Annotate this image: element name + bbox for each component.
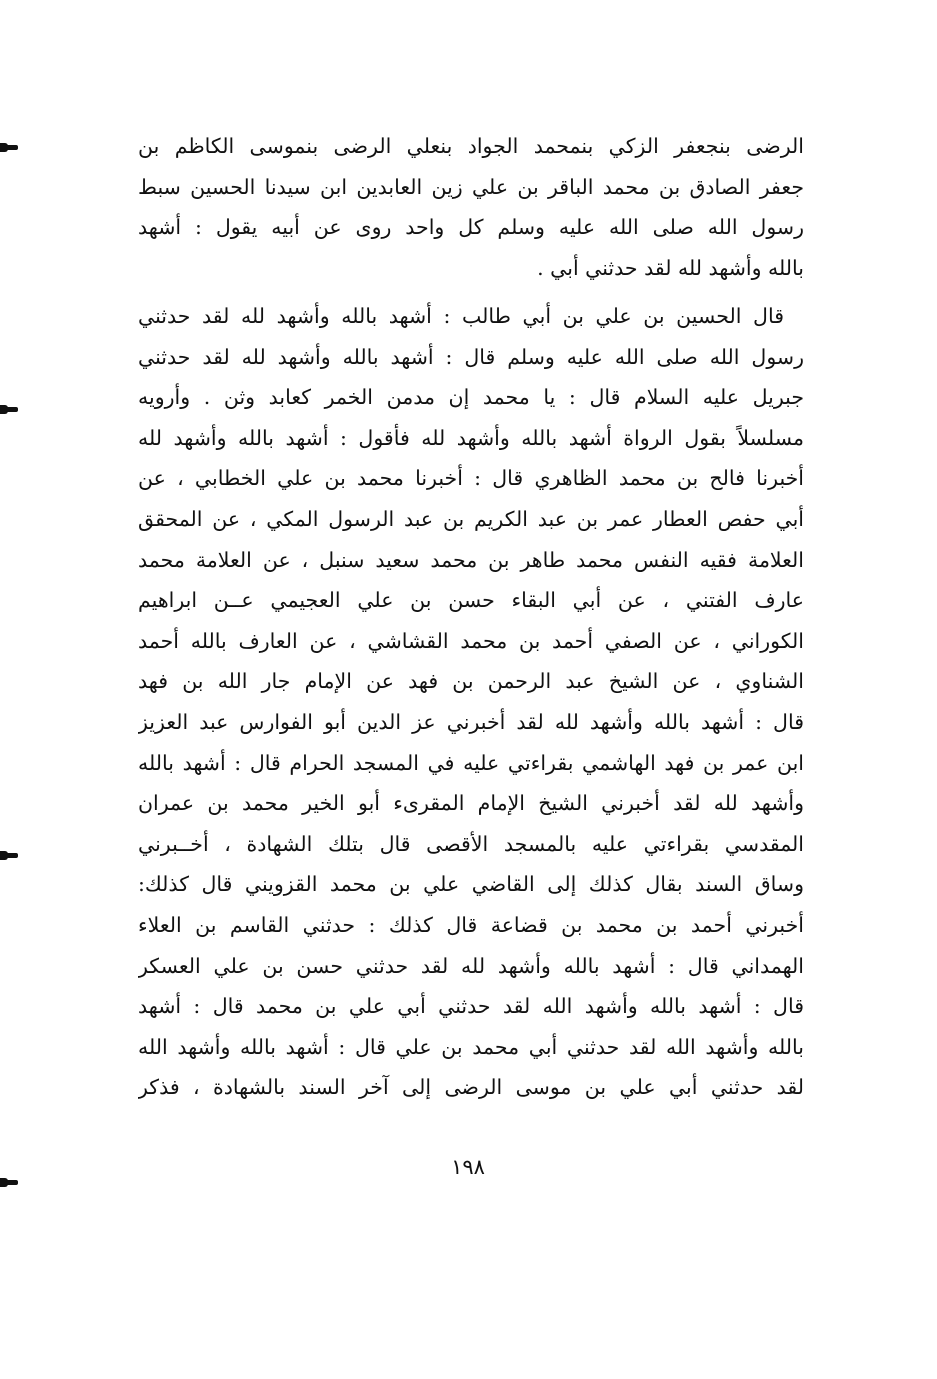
text-line: أخبرنا فالح بن محمد الظاهري قال : أخبرنا محمد بن علي الخطابي ، عن (138, 466, 804, 491)
paragraph-hadith-chain (138, 296, 804, 1108)
text-line: بالله وأشهد الله لقد حدثني أبي محمد بن علي قال : أشهد بالله وأشهد الله (138, 1034, 804, 1059)
binding-edge-mark (0, 853, 18, 858)
text-line: ابن عمر بن فهد الهاشمي بقراءتي عليه في المسجد الحرام قال : أشهد بالله (138, 750, 804, 775)
binding-edge-mark (0, 145, 18, 150)
binding-edge-mark (0, 1180, 18, 1185)
text-line: وساق السند بقال كذلك إلى القاضي علي بن محمد القزويني قال كذلك: (138, 872, 804, 897)
text-line: الهمداني قال : أشهد بالله وأشهد لله لقد حدثني حسن بن علي العسكر (138, 953, 804, 978)
text-line: الكوراني ، عن الصفي أحمد بن محمد القشاشي ، عن العارف بالله أحمد (138, 628, 804, 653)
text-line: رسول الله صلى الله عليه وسلم كل واحد روى عن أبيه يقول : أشهد (138, 215, 804, 240)
text-line: الرضى بنجعفر الزكي بنمحمد الجواد بنعلي الرضى بنموسى الكاظم بن (138, 134, 804, 158)
text-line: عارف الفتني ، عن أبي البقاء حسن بن علي العجيمي عــن ابراهيم (138, 588, 804, 613)
text-line: العلامة فقيه النفس محمد طاهر بن محمد سعيد سنبل ، عن العلامة محمد (138, 547, 804, 572)
text-line: الشناوي ، عن الشيخ عبد الرحمن بن فهد عن الإمام جار الله بن فهد (138, 669, 804, 694)
text-line: المقدسي بقراءتي عليه بالمسجد الأقصى قال بتلك الشهادة ، أخــبرني (138, 831, 804, 856)
page-number: ١٩٨ (451, 1155, 485, 1179)
text-line: لقد حدثني أبي علي بن موسى الرضى إلى آخر السند بالشهادة ، فذكر (138, 1075, 804, 1100)
text-line: قال : أشهد بالله وأشهد الله لقد حدثني أبي علي بن محمد قال : أشهد (138, 994, 804, 1019)
text-line: أخبرني أحمد بن محمد بن قضاعة قال كذلك : حدثني القاسم بن العلاء (138, 912, 804, 937)
text-line: وأشهد لله لقد أخبرني الشيخ الإمام المقرىء أبو الخير محمد بن عمران (138, 791, 804, 816)
text-line: أبي حفص العطار عمر بن عبد الكريم بن عبد الرسول المكي ، عن المحقق (138, 506, 804, 531)
binding-edge-mark (0, 407, 18, 412)
text-line: قال : أشهد بالله وأشهد لله لقد أخبرني عز الدين أبو الفوارس عبد العزيز (138, 709, 804, 734)
text-line: مسلسلاً بقول الرواة أشهد بالله وأشهد لله فأقول : أشهد بالله وأشهد لله (138, 425, 804, 450)
text-line: جبريل عليه السلام قال : يا محمد إن مدمن الخمر كعابد وثن . وأرويه (138, 385, 804, 410)
text-line: بالله وأشهد لله لقد حدثني أبي . (537, 255, 804, 280)
text-line: رسول الله صلى الله عليه وسلم قال : أشهد بالله وأشهد لله لقد حدثني (138, 344, 804, 369)
text-line: قال الحسين بن علي بن أبي طالب : أشهد بالله وأشهد لله لقد حدثني (138, 304, 784, 328)
paragraph-lineage (138, 126, 804, 288)
text-line: جعفر الصادق بن محمد الباقر بن علي زين العابدين ابن سيدنا الحسين سبط (138, 174, 804, 199)
